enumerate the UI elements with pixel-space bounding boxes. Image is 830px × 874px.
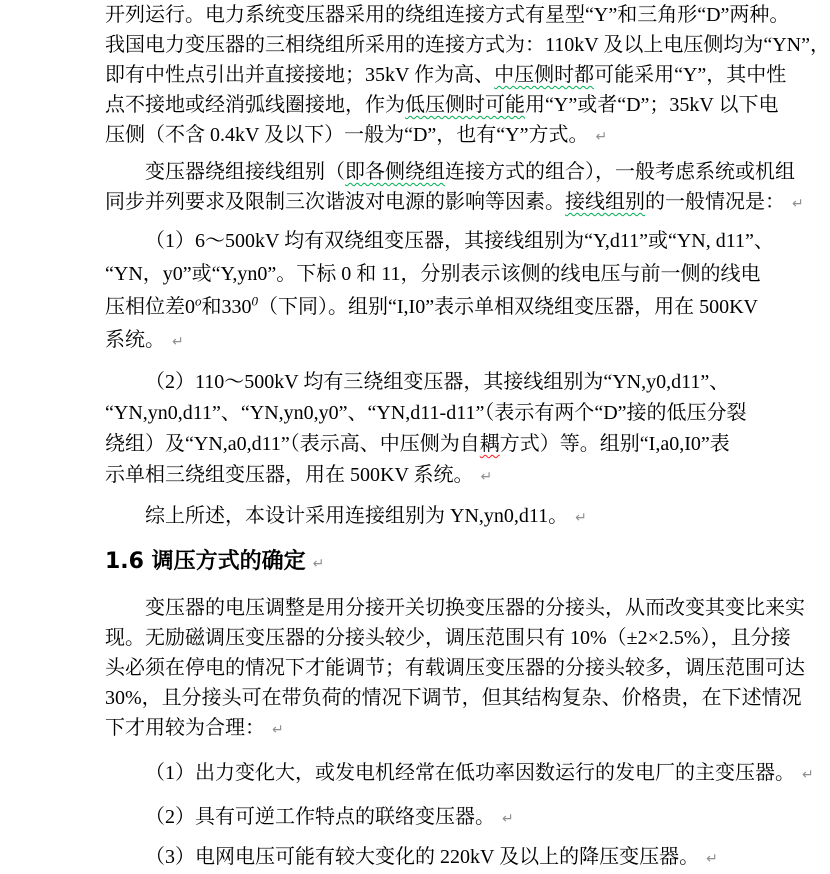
list-item-3-step-down-transformer — [105, 842, 783, 874]
text-segment: 变压器的电压调整是用分接开关切换变压器的分接头，从而改变其变比来实 — [145, 597, 805, 619]
text-line — [105, 225, 783, 258]
text-segment: 我国电力变压器的三相绕组所采用的连接方式为：110kV 及以上电压侧均为“YN”， — [105, 34, 830, 56]
text-line — [105, 90, 783, 120]
paragraph-mark-icon: ↵ — [575, 510, 587, 526]
text-segment: “YN，y0”或“Y,yn0”。下标 0 和 11，分别表示该侧的线电压与前一侧的线电 — [105, 263, 761, 285]
paragraph-mark-icon: ↵ — [802, 767, 814, 783]
text-line — [105, 429, 783, 460]
text-segment: 开列运行。电力系统变压器采用的绕组连接方式有星型“Y”和三角形“D”两种。 — [105, 4, 790, 26]
paragraph-vector-group-intro — [105, 157, 804, 219]
text-segment: 方式）等。组别“I,a0,I0”表 — [499, 433, 730, 455]
text-line — [105, 501, 783, 533]
text-line — [105, 60, 787, 90]
text-segment: 压侧（不含 0.4kV 及以下）一般为“D”，也有“Y”方式。 — [105, 124, 589, 146]
text-segment: 压相位差0 — [105, 296, 195, 318]
text-segment: 现。无励磁调压变压器的分接头较少，调压范围只有 10%（±2×2.5%），且分接 — [105, 627, 791, 649]
paragraph-mark-icon: ↵ — [595, 129, 608, 145]
text-line — [105, 157, 795, 187]
paragraph-mark-icon: ↵ — [480, 469, 493, 485]
list-item-1-main-transformer — [105, 758, 814, 790]
text-segment: 点不接地或经消弧线圈接地，作为 — [105, 94, 405, 116]
text-line — [105, 842, 783, 874]
text-line — [105, 367, 783, 398]
list-item-2-tie-transformer — [105, 802, 783, 834]
text-line — [105, 120, 783, 152]
text-segment: 综上所述，本设计采用连接组别为 YN,yn0,d11。 — [145, 505, 569, 527]
text-segment: 下才用较为合理： — [105, 717, 265, 739]
paragraph-mark-icon: ↵ — [706, 851, 718, 867]
paragraph-item2-three-winding — [105, 367, 783, 493]
text-segment: 可能采用“Y”，其中性 — [594, 64, 787, 86]
text-segment: （1）出力变化大，或发电机经常在低功率因数运行的发电厂的主变压器。 — [145, 762, 795, 784]
text-line — [105, 460, 783, 493]
text-segment: 连接方式的组合），一般考虑系统或机组 — [445, 161, 795, 183]
text-line — [105, 291, 783, 324]
text-line — [105, 0, 790, 30]
text-segment: 头必须在停电的情况下才能调节；有载调压变压器的分接头较多，调压范围可达 — [105, 657, 805, 679]
text-line — [105, 802, 783, 834]
paragraph-mark-icon: ↵ — [792, 196, 804, 212]
text-segment: （1）6～500kV 均有双绕组变压器，其接线组别为“Y,d11”或“YN, d11”、 — [145, 230, 774, 252]
text-segment: 1.6 调压方式的确定 — [105, 549, 306, 574]
paragraph-item1-two-winding — [105, 225, 783, 359]
text-segment: 用“Y”或者“D”；35kV 以下电 — [525, 94, 779, 116]
superscript: o — [195, 293, 202, 309]
paragraph-mark-icon: ↵ — [172, 334, 184, 350]
grammar-check-segment: 低压侧时可能 — [405, 94, 525, 116]
text-segment: 变压器绕组接线组别（ — [145, 161, 345, 183]
text-segment: （下同）。组别“I,I0”表示单相双绕组变压器，用在 500KV — [258, 296, 758, 318]
grammar-check-segment: 中压侧时都 — [494, 64, 595, 86]
text-segment: 的一般情况是： — [645, 191, 785, 213]
text-line — [105, 30, 830, 60]
grammar-check-segment: 即各侧绕组 — [345, 161, 445, 183]
text-line — [105, 545, 783, 581]
paragraph-mark-icon: ↵ — [502, 811, 514, 827]
text-segment: 30%，且分接头可在带负荷的情况下调节，但其结构复杂、价格贵，在下述情况 — [105, 687, 802, 709]
text-segment: “YN,yn0,d11”、“YN,yn0,y0”、“YN,d11-d11”（表示有两个“D”接的低压分裂 — [105, 402, 747, 424]
text-segment: 同步并列要求及限制三次谐波对电源的影响等因素。 — [105, 191, 565, 213]
text-segment: （3）电网电压可能有较大变化的 220kV 及以上的降压变压器。 — [145, 846, 700, 868]
text-segment: （2）具有可逆工作特点的联络变压器。 — [145, 806, 495, 828]
text-segment: 绕组）及“YN,a0,d11”（表示高、中压侧为自 — [105, 433, 480, 455]
text-line — [105, 187, 804, 219]
paragraph-voltage-regulation — [105, 593, 805, 745]
text-segment: 和330 — [201, 296, 252, 318]
text-line — [105, 758, 814, 790]
text-line — [105, 623, 791, 653]
grammar-check-segment: 接线组别 — [565, 191, 645, 213]
paragraph-mark-icon: ↵ — [272, 722, 284, 738]
paragraph-conclusion-vector-group — [105, 501, 783, 533]
text-line — [105, 258, 783, 291]
text-line — [105, 324, 783, 359]
text-segment: 即有中性点引出并直接接地；35kV 作为高、 — [105, 64, 495, 86]
text-segment: 示单相三绕组变压器，用在 500KV 系统。 — [105, 464, 474, 486]
text-segment: （2）110～500kV 均有三绕组变压器，其接线组别为“YN,y0,d11”、 — [145, 371, 730, 393]
text-segment: 系统。 — [105, 329, 165, 351]
text-line — [105, 593, 805, 623]
paragraph-winding-connection-types — [105, 0, 830, 152]
text-line — [105, 398, 783, 429]
paragraph-mark-icon: ↵ — [312, 556, 325, 572]
section-heading-1-6 — [105, 545, 783, 581]
text-line — [105, 683, 802, 713]
text-line — [105, 713, 783, 745]
text-line — [105, 653, 805, 683]
spelling-check-segment: 耦 — [479, 433, 500, 455]
superscript: 0 — [251, 293, 258, 309]
